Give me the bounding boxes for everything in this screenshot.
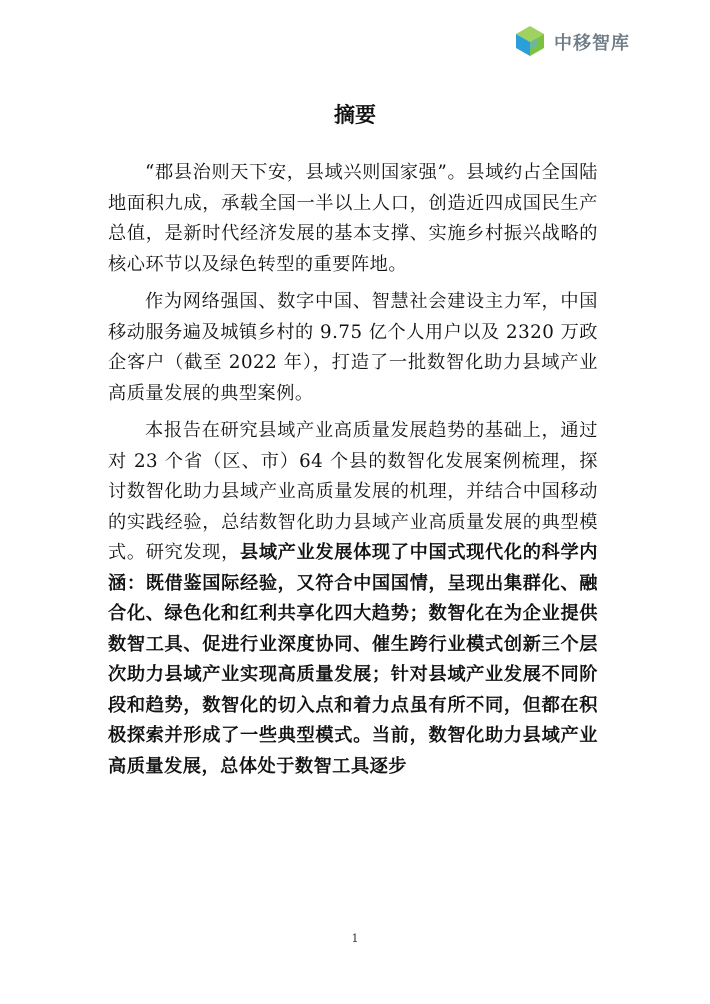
document-body (108, 158, 598, 782)
paragraph-text: 本报告在研究县域产业高质量发展趋势的基础上，通过对 23 个省（区、市）64 个县的数智化发展案例梳理，探讨数智化助力县域产业高质量发展的机理，并结合中国移动的实践经验，总结数智化助力县域产业高质量发展的典型模式。研究发现， (108, 420, 598, 563)
page-title: 摘要 (334, 103, 376, 127)
logo (510, 22, 630, 62)
paragraph-text: “郡县治则天下安，县域兴则国家强”。县域约占全国陆地面积九成，承载全国一半以上人口，创造近四成国民生产总值，是新时代经济发展的基本支撑、实施乡村振兴战略的核心环节以及绿色转型的重要阵地。 (108, 162, 598, 275)
logo-text: 中移智库 (554, 33, 630, 54)
paragraph-text: 作为网络强国、数字中国、智慧社会建设主力军，中国移动服务遍及城镇乡村的 9.75 亿个人用户以及 2320 万政企客户（截至 2022 年），打造了一批数智化助力县域产业高质量发展的典型案例。 (108, 291, 598, 404)
paragraph (108, 158, 598, 280)
page-number: 1 (351, 932, 359, 945)
logo-cube-icon (510, 22, 550, 62)
paragraph (108, 416, 598, 782)
paragraph-bold-text: 县域产业发展体现了中国式现代化的科学内涵：既借鉴国际经验，又符合中国国情，呈现出集群化、融合化、绿色化和红利共享化四大趋势；数智化在为企业提供数智工具、促进行业深度协同、催生跨行业模式创新三个层次助力县域产业实现高质量发展；针对县域产业发展不同阶段和趋势，数智化的切入点和着力点虽有所不同，但都在积极探索并形成了一些典型模式。当前，数智化助力县域产业高质量发展，总体处于数智工具逐步 (108, 542, 598, 777)
paragraph (108, 287, 598, 409)
